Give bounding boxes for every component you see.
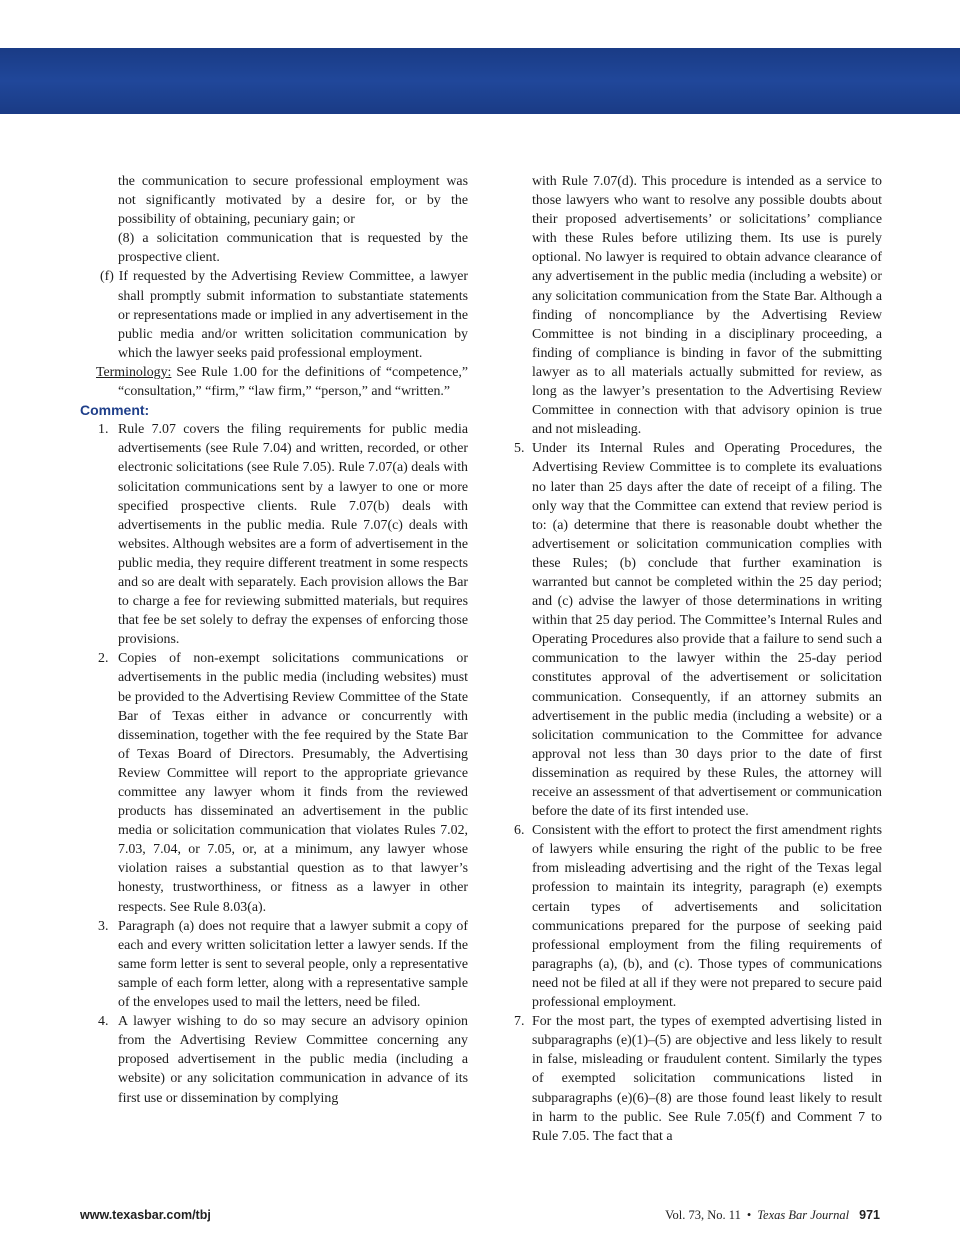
comment-item [498,821,882,1012]
continuation-text: with Rule 7.07(d). This procedure is intended as a service to those lawyers who want to resolve any possible doubts about their proposed advertisements’ or solicitations’ compliance with these Rules before utilizing them. Its use is purely optional. No lawyer is required to obtain advance clearance of any advertisement in the public media (including a website) or any solicitation communication from the State Bar. Although a finding of noncompliance by the Advertising Review Committee is not binding in a disciplinary proceeding, a finding of compliance is binding in favor of the submitting lawyer as to all materials actually submitted for review, as long as the lawyer’s presentation to the Advertising Review Committee in connection with that advisory opinion is true and not misleading. [532,174,882,438]
footer-journal: Texas Bar Journal [757,1208,850,1222]
comment-text: Copies of non-exempt solicitations communications or advertisements in the public media (including websites) must be provided to the Advertising Review Committee of the State Bar of Texas either in advance or concurrently with dissemination, together with the fee required by the State Bar of Texas Board of Directors. Presumably, the Advertising Review Committee will report to the appropriate grievance committee any lawyer whom it finds from the reviewed products has disseminated an advertisement in the public media or solicitation communication that violates Rules 7.02, 7.03, 7.04, or 7.05, or, at a minimum, any lawyer whose violation raises a substantial question as to that lawyer’s honesty, trustworthiness, or fitness as a lawyer in other respects. See Rule 8.03(a). [118,651,468,915]
comment-number: 5. [514,441,525,457]
paragraph-f: (f) If requested by the Advertising Review Committee, a lawyer shall promptly submit information to substantiate statements or representations made or implied in any advertisement in the public media and/or written solicitation communication by which the lawyer seeks paid professional employment. [100,269,468,361]
comment-text: Under its Internal Rules and Operating Procedures, the Advertising Review Committee is to complete its evaluations no later than 25 days after the date of receipt of a filing. The only way that the Committee can extend that review period is to: (a) determine that there is reasonable doubt whether the advertisement or solicitation communication complies with these Rules; (b) conclude that further examination is warranted but cannot be completed within the 25 day period; and (c) advise the lawyer of those determinations in writing within that 25 day period. The Committee’s Internal Rules and Operating Procedures also provide that a failure to send such a communication to the lawyer within the 25-day period constitutes approval of the advertisement or solicitation communication. Consequently, if an attorney submits an advertisement in the public media (including a website) or a solicitation communication to the Committee for advance approval not less than 30 days prior to the date of first dissemination as required by these Rules, the attorney will receive an assessment of that advertisement or communication before the date of its first intended use. [532,441,882,820]
comment-text: A lawyer wishing to do so may secure an advisory opinion from the Advertising Review Committee concerning any proposed advertisement in the public media (including a website) or any solicitation communication in advance of its first use or dissemination by complying [118,1014,468,1106]
footer-bullet: • [746,1208,752,1222]
comment-heading: Comment: [80,402,150,419]
right-column [498,172,882,1146]
comment-item [80,420,468,649]
comment-text: Consistent with the effort to protect the first amendment rights of lawyers while ensuring the right of the public to be free from misleading advertising and the right of the Texas legal profession to maintain its integrity, paragraph (e) exempts certain types of advertisements and solicitation communications prepared for the purpose of seeking paid professional employment from the filing requirements of paragraphs (a), (b), and (c). Those types of communications need not be filed at all if they were not prepared to secure paid professional employment. [532,823,882,1011]
footer-citation [665,1208,880,1223]
comment-text: For the most part, the types of exempted advertising listed in subparagraphs (e)(1)–(5) are objective and less likely to result in false, misleading or fraudulent content. Similarly the types of exempted solicitation communications listed in subparagraphs (e)(6)–(8) are those found least likely to result in harm to the public. See Rule 7.05(f) and Comment 7 to Rule 7.05. The fact that a [532,1014,882,1144]
left-column [80,172,468,1108]
continuation-text: the communication to secure professional employment was not significantly motivated by a desire for, or by the possibility of obtaining, pecuniary gain; or [118,174,468,228]
comment-text: Rule 7.07 covers the filing requirements for public media advertisements (see Rule 7.04) and written, recorded, or other electronic solicitations (see Rule 7.05). Rule 7.07(a) deals with solicitation communications sent by a lawyer to one or more specified prospective clients. Rule 7.07(b) deals with advertisements in the public media. Rule 7.07(c) deals with websites. Although websites are a form of advertisement in the public media, they require different treatment in some respects and so are dealt with separately. Each provision allows the Bar to charge a fee for reviewing submitted materials, but requires that fee be set solely to defray the expenses of enforcing those provisions. [118,422,468,648]
comment-list-left [80,420,468,1107]
comment-number: 7. [514,1014,525,1030]
item-8: (8) a solicitation communication that is requested by the prospective client. [118,231,468,266]
comment-item [498,1012,882,1146]
comment-number: 6. [514,823,525,839]
comment-item [498,439,882,821]
header-band [0,48,960,114]
comment-number: 4. [98,1014,109,1030]
terminology-text: See Rule 1.00 for the definitions of “competence,” “consultation,” “firm,” “law firm,” “person,” and “written.” [118,364,468,400]
comment-list-right [498,439,882,1145]
comment-item [80,917,468,1012]
terminology-label: Terminology: [96,364,172,380]
footer-volume: Vol. 73, No. 11 [665,1208,741,1222]
page-number: 971 [859,1208,880,1222]
terminology-paragraph [80,363,468,401]
comment-item [80,649,468,916]
comment-number: 1. [98,422,109,438]
comment-text: Paragraph (a) does not require that a lawyer submit a copy of each and every written solicitation letter a lawyer sends. If the same form letter is sent to several people, only a representative sample of each form letter, along with a representative sample of the envelopes used to mail the letters, need be filed. [118,918,468,1011]
comment-item [80,1012,468,1107]
footer-website[interactable]: www.texasbar.com/tbj [80,1208,211,1222]
comment-number: 2. [98,651,109,667]
comment-number: 3. [98,918,109,934]
